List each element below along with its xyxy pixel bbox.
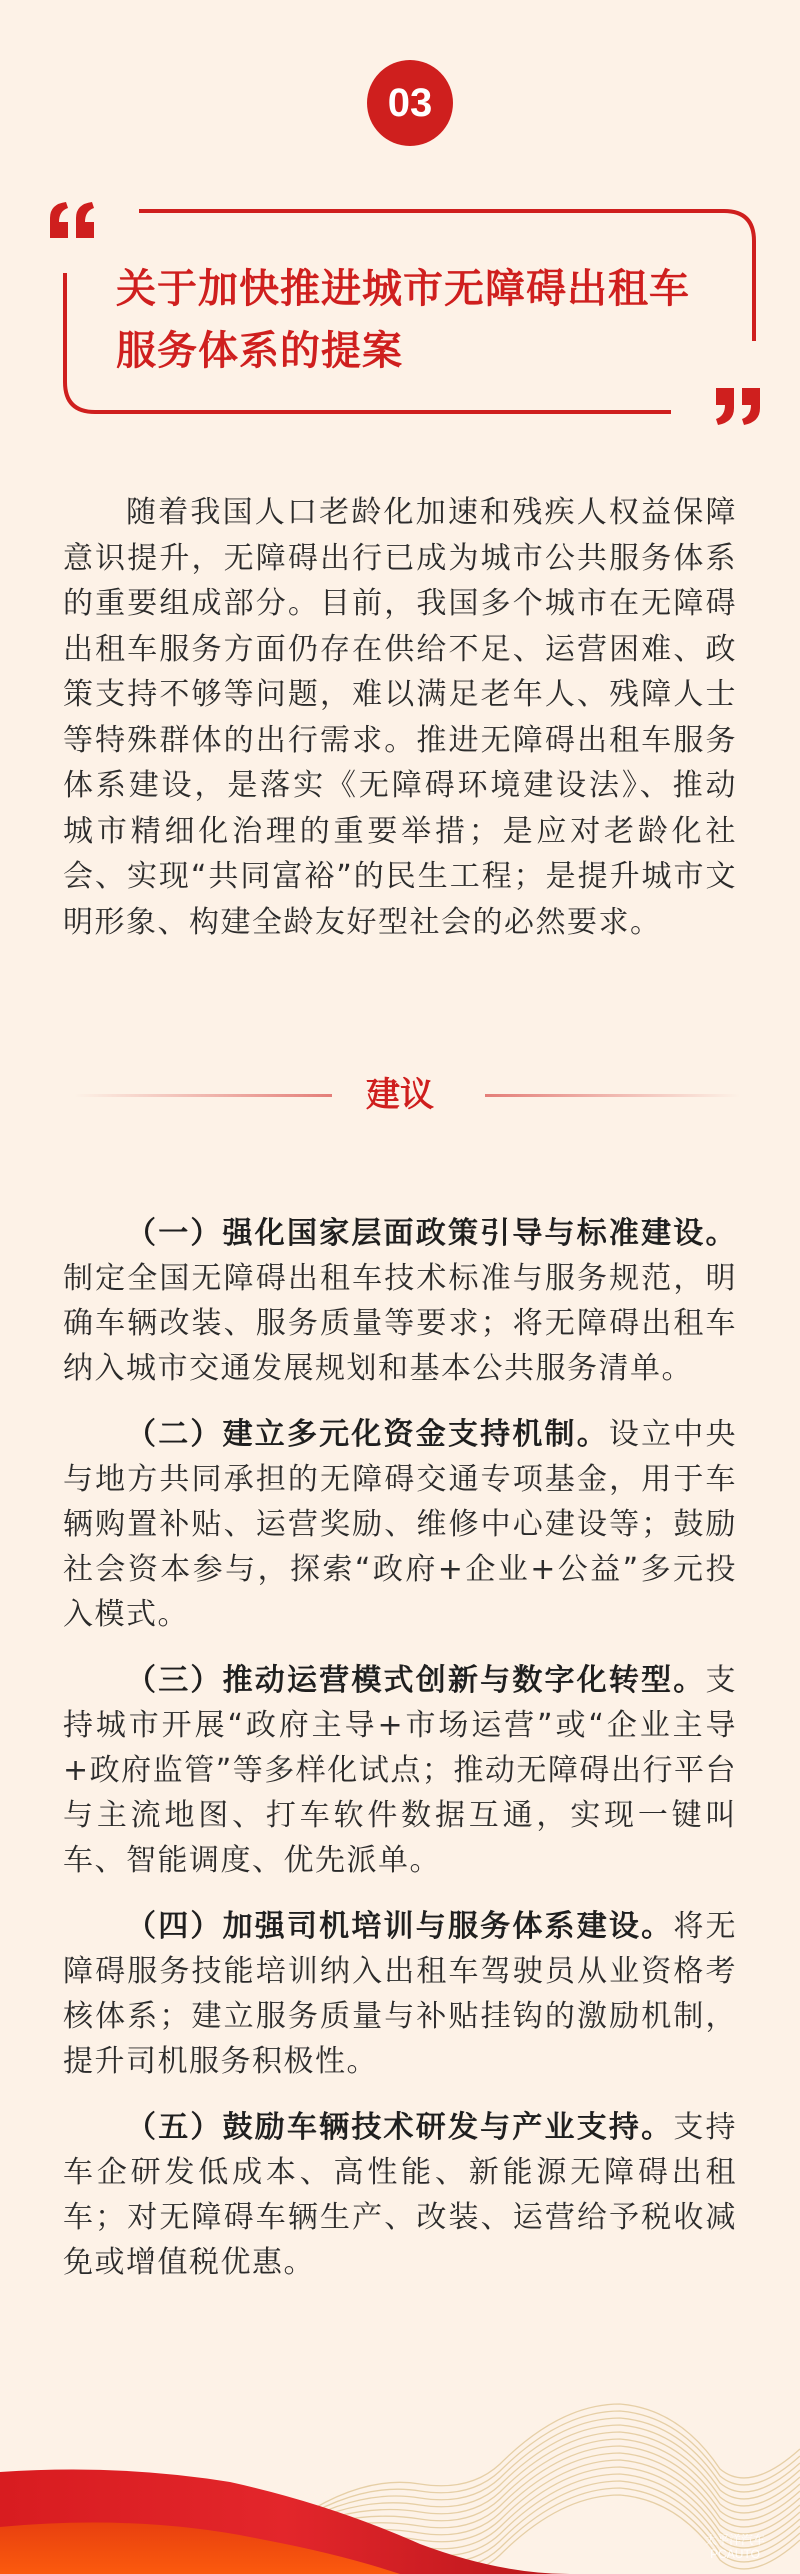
suggestion-item xyxy=(63,1904,737,2084)
suggestion-lead: （一）强化国家层面政策引导与标准建设。 xyxy=(126,1216,737,1251)
watermark-text: 太平洋汽车 xyxy=(705,2533,766,2547)
suggestion-text: 制定全国无障碍出租车技术标准与服务规范，明确车辆改装、服务质量等要求；将无障碍出租车纳入城市交通发展规划和基本公共服务清单。 xyxy=(63,1261,737,1386)
watermark-logo xyxy=(705,2533,765,2561)
footer-decoration xyxy=(0,2374,800,2574)
watermark-subtext: PCAUTO xyxy=(710,2547,760,2561)
suggestion-lead: （二）建立多元化资金支持机制。 xyxy=(126,1417,609,1452)
suggestion-text: 支持城市开展“政府主导+市场运营”或“企业主导+政府监管”等多样化试点；推动无障碍出行平台与主流地图、打车软件数据互通，实现一键叫车、智能调度、优先派单。 xyxy=(63,1663,737,1878)
suggestion-text: 支持车企研发低成本、高性能、新能源无障碍出租车；对无障碍车辆生产、改装、运营给予税收减免或增值税优惠。 xyxy=(63,2110,738,2280)
close-quote-icon xyxy=(716,388,760,425)
title-line-1: 关于加快推进城市无障碍出租车 xyxy=(116,266,690,312)
proposal-title xyxy=(116,258,736,382)
suggestion-lead: （三）推动运营模式创新与数字化转型。 xyxy=(126,1663,706,1698)
mountain-line xyxy=(290,2411,800,2526)
title-frame xyxy=(0,0,800,460)
section-title: 建议 xyxy=(366,1075,434,1115)
divider-right xyxy=(485,1094,740,1097)
suggestion-text: 设立中央与地方共同承担的无障碍交通专项基金，用于车辆购置补贴、运营奖励、维修中心建设等；鼓励社会资本参与，探索“政府+企业+公益”多元投入模式。 xyxy=(63,1417,738,1632)
suggestion-item xyxy=(63,2105,737,2285)
suggestion-item xyxy=(63,1211,737,1391)
section-heading xyxy=(0,1070,800,1120)
title-line-2: 服务体系的提案 xyxy=(116,328,403,374)
intro-paragraph: 随着我国人口老龄化加速和残疾人权益保障意识提升，无障碍出行已成为城市公共服务体系的重要组成部分。目前，我国多个城市在无障碍出租车服务方面仍存在供给不足、运营困难、政策支持不够等问题，难以满足老年人、残障人士等特殊群体的出行需求。推进无障碍出租车服务体系建设，是落实《无障碍环境建设法》、推动城市精细化治理的重要举措；是应对老龄化社会、实现“共同富裕”的民生工程；是提升城市文明形象、构建全龄友好型社会的必然要求。 xyxy=(63,495,737,940)
suggestion-lead: （五）鼓励车辆技术研发与产业支持。 xyxy=(126,2110,674,2145)
suggestion-item xyxy=(63,1658,737,1883)
suggestion-lead: （四）加强司机培训与服务体系建设。 xyxy=(126,1909,674,1944)
suggestion-text: 将无障碍服务技能培训纳入出租车驾驶员从业资格考核体系；建立服务质量与补贴挂钩的激励机制，提升司机服务积极性。 xyxy=(63,1909,738,2079)
section-number-badge: 03 xyxy=(367,60,453,146)
suggestion-item xyxy=(63,1412,737,1637)
suggestion-list xyxy=(63,1211,737,2306)
open-quote-icon xyxy=(50,202,94,238)
